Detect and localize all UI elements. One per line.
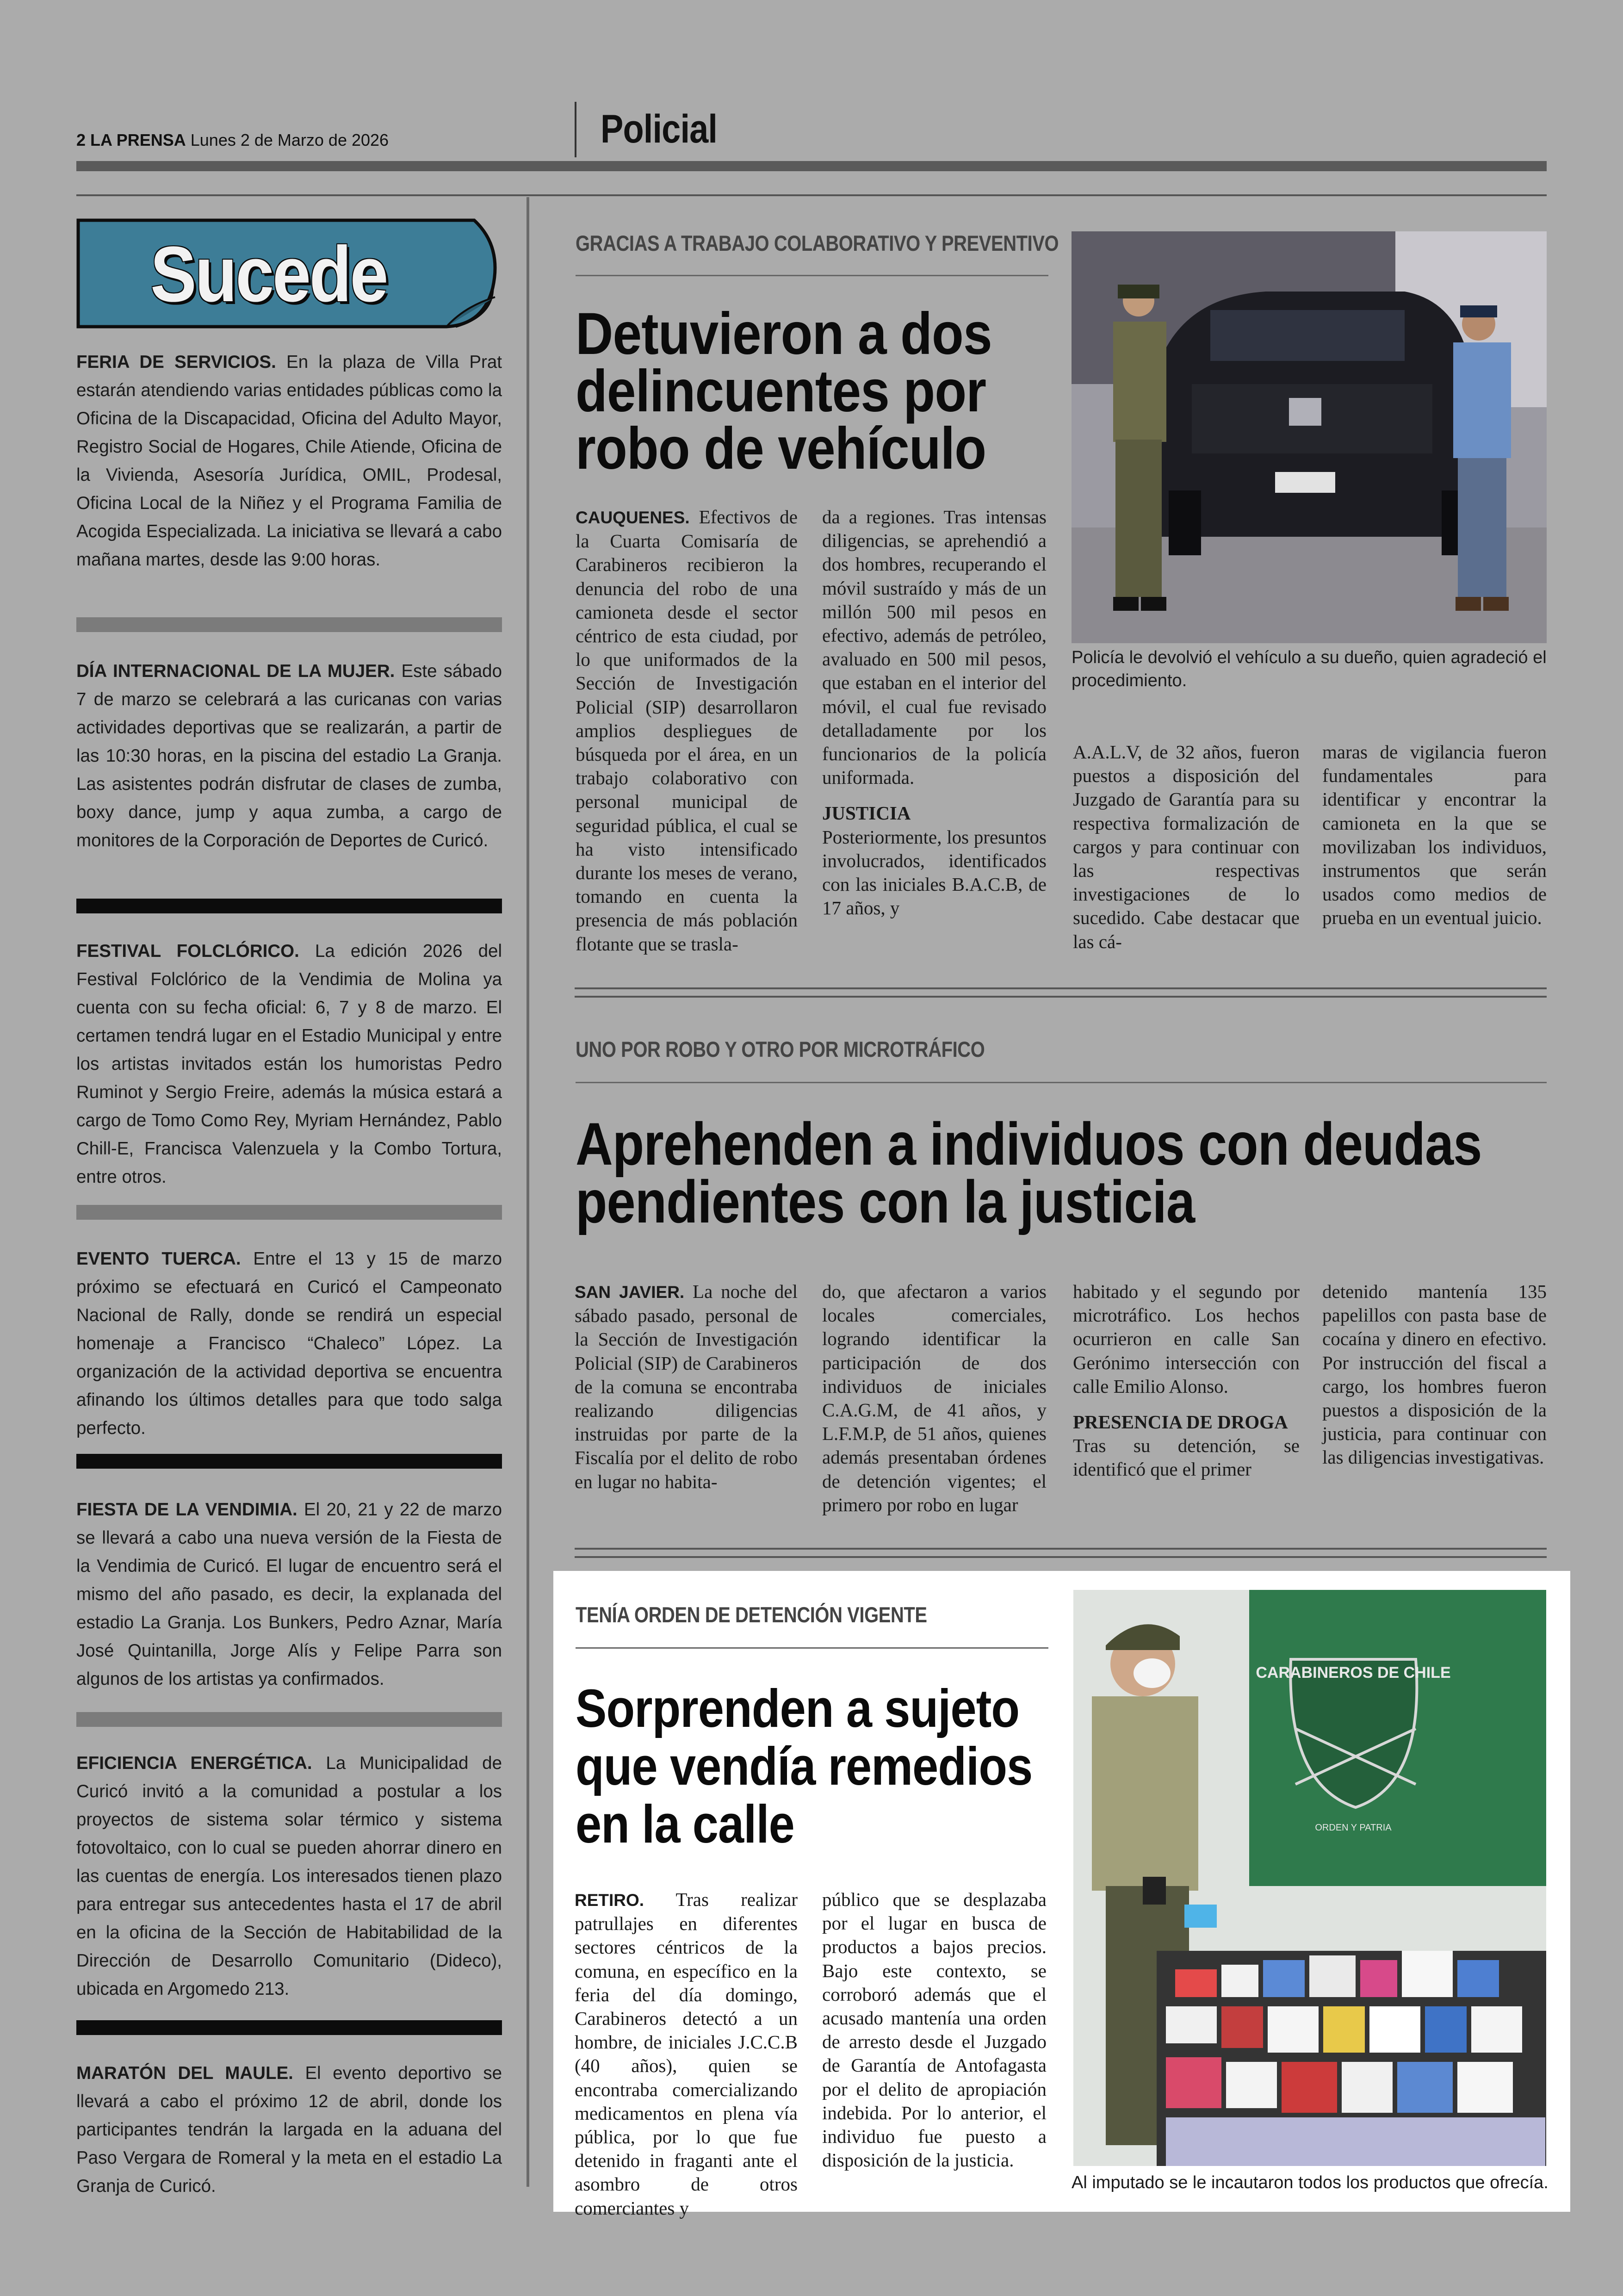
body-text: habitado y el segundo por microtráfico. Los hechos ocurrieron en calle San Gerónimo intersección con calle Emilio Alonso. (1073, 1281, 1300, 1397)
dateline: SAN JAVIER. (575, 1283, 685, 1302)
brief-item (76, 1496, 502, 1693)
paper-name: LA PRENSA (90, 130, 186, 149)
brief-separator (76, 2020, 502, 2035)
kicker-rule (576, 275, 1048, 276)
body-text: Efectivos de la Cuarta Comisaría de Carabineros recibieron la denuncia del robo de una camioneta desde el sector céntrico de esta ciudad, por lo que uniformados de la Sección de Investigación Policial (SIP) desarrollaron amplios despliegues de búsqueda por el área, en un trabajo colaborativo con personal municipal de seguridad pública, el cual se ha visto intensificado durante los meses de verano, tomando en cuenta la presencia de más población flotante que se trasla- (576, 506, 798, 955)
brief-item (76, 1245, 502, 1442)
article1-kicker: GRACIAS A TRABAJO COLABORATIVO Y PREVENTIVO (576, 231, 1059, 255)
brief-title: FERIA DE SERVICIOS. (76, 352, 276, 372)
brief-text: Entre el 13 y 15 de marzo próximo se efectuará en Curicó el Campeonato Nacional de Rally, donde se rendirá un especial homenaje a Francisco “Chaleco” López. La organización de la actividad deportiva se encuentra afinando los últimos detalles para que todo salga perfecto. (76, 1249, 502, 1438)
sign-motto: ORDEN Y PATRIA (1315, 1823, 1392, 1833)
body-text: Tras realizar patrullajes en diferentes sectores céntricos de la comuna, en específico en la feria del día domingo, Carabineros detectó a un hombre, de iniciales J.C.C.B (40 años), quien se encontraba comercializando medicamentos en plena vía pública, por lo que fue detenido in fraganti ante el asombro de otros comerciantes y (575, 1889, 798, 2219)
brief-item (76, 657, 502, 855)
brief-separator (76, 899, 502, 913)
brief-text: La edición 2026 del Festival Folclórico de la Vendimia de Molina ya cuenta con su fecha oficial: 6, 7 y 8 de marzo. El certamen tendrá lugar en el Estadio Municipal y entre los artistas invitados están los humoristas Pedro Ruminot y Sergio Freire, además la música estará a cargo de Tomo Como Rey, Myriam Hernández, Pablo Chill-E, Francisca Valenzuela y la Combo Tortura, entre otros. (76, 941, 502, 1187)
dateline: CAUQUENES. (576, 508, 690, 527)
article2-col2: do, que afectaron a varios locales comerciales, logrando identificar la participación de dos individuos de iniciales C.A.G.M, de 41 años, y L.F.M.P, de 51 años, quienes además presentaban órdenes de detención vigentes; el primero por robo en lugar (822, 1281, 1047, 1515)
article1-col3: A.A.L.V, de 32 años, fueron puestos a disposición del Juzgado de Garantía para su respectiva formalización de cargos y para continuar con las respectivas investigaciones de lo sucedido. Cabe destacar que las cá- (1073, 741, 1300, 952)
dateline: RETIRO. (575, 1891, 644, 1910)
subhead: JUSTICIA (822, 802, 911, 824)
brief-title: FIESTA DE LA VENDIMIA. (76, 1500, 297, 1520)
article3-col2: público que se desplazaba por el lugar en busca de productos a bajos precios. Bajo este contexto, se corroboró además que el acusado mantenía una orden de arresto desde el Juzgado de Garantía de Antofagasta por el delito de apropiación indebida. Por lo anterior, el individuo fue puesto a disposición de la justicia. (822, 1889, 1047, 2171)
brief-text: El 20, 21 y 22 de marzo se llevará a cabo una nueva versión de la Fiesta de la Vendimia de Curicó. El lugar de encuentro será el mismo del año pasado, es decir, la explanada del estadio La Granja. Los Bunkers, Pedro Aznar, María José Quintanilla, Jorge Alís y Felipe Parra son algunos de los artistas ya confirmados. (76, 1500, 502, 1689)
sidebar-title: Sucede (150, 230, 387, 318)
article1-col1 (576, 505, 798, 956)
brief-title: EFICIENCIA ENERGÉTICA. (76, 1753, 312, 1773)
article2-col4: detenido mantenía 135 papelillos con pasta base de cocaína y dinero en efectivo. Por instrucción del fiscal a cargo, los hombres fueron puestos a disposición de la justicia, para continuar con las diligencias investigativas. (1322, 1281, 1547, 1468)
body-text: Tras su detención, se identificó que el primer (1073, 1435, 1300, 1480)
article3-headline: Sorprenden a sujeto que vendía remedios en la calle (576, 1678, 1033, 1854)
article-separator (575, 987, 1547, 998)
subhead: PRESENCIA DE DROGA (1073, 1411, 1288, 1433)
article1-col4: maras de vigilancia fueron fundamentales para identificar y encontrar la camioneta en la que se movilizaban los individuos, instrumentos que serán usados como medios de prueba en un eventual juicio. (1322, 741, 1547, 929)
article2-col3 (1073, 1280, 1300, 1482)
brief-title: EVENTO TUERCA. (76, 1249, 241, 1269)
article1-col2 (822, 505, 1047, 920)
article3-col1 (575, 1888, 798, 2220)
page-number: 2 (76, 130, 86, 149)
brief-separator (76, 1205, 502, 1220)
sign-text: CARABINEROS DE CHILE (1256, 1664, 1451, 1682)
brief-separator (76, 1454, 502, 1469)
kicker-rule (576, 1082, 1547, 1083)
article-separator (575, 1548, 1547, 1558)
page-header-info (76, 130, 389, 150)
brief-separator (76, 1712, 502, 1727)
section-title: Policial (601, 107, 718, 151)
body-text: La noche del sábado pasado, personal de la Sección de Investigación Policial (SIP) de Carabineros de la comuna se encontraba realizando diligencias instruidas por parte de la Fiscalía por el delito de robo en lugar no habita- (575, 1281, 798, 1492)
brief-title: MARATÓN DEL MAULE. (76, 2063, 293, 2083)
issue-date: Lunes 2 de Marzo de 2026 (190, 130, 389, 149)
vehicle-photo (1072, 231, 1547, 643)
brief-item (76, 348, 502, 574)
article1-headline: Detuvieron a dos delincuentes por robo de vehículo (576, 301, 992, 482)
header-rule (76, 194, 1547, 196)
brief-title: FESTIVAL FOLCLÓRICO. (76, 941, 299, 961)
brief-text: El evento deportivo se llevará a cabo el próximo 12 de abril, donde los participantes tendrán la largada en la aduana del Paso Vergara de Romeral y la meta en el estadio La Granja de Curicó. (76, 2063, 502, 2196)
article2-kicker: UNO POR ROBO Y OTRO POR MICROTRÁFICO (576, 1037, 985, 1061)
article2-headline: Aprehenden a individuos con deudas pendientes con la justicia (576, 1110, 1482, 1235)
body-text: Posteriormente, los presuntos involucrados, identificados con las iniciales B.A.C.B, de 17 años, y (822, 826, 1047, 919)
brief-separator (76, 617, 502, 632)
header-bar (76, 161, 1547, 171)
article2-col1 (575, 1280, 798, 1494)
brief-text: Este sábado 7 de marzo se celebrará a las curicanas con varias actividades deportivas que se realizarán, a partir de las 10:30 horas, en la piscina del estadio La Granja. Las asistentes podrán disfrutar de clases de zumba, boxy dance, jump y aqua zumba, a cargo de monitores de la Corporación de Deportes de Curicó. (76, 661, 502, 850)
header-separator (575, 102, 576, 157)
photo-caption: Policía le devolvió el vehículo a su dueño, quien agradeció el procedimiento. (1072, 648, 1547, 690)
brief-item (76, 1749, 502, 2003)
article3-kicker: TENÍA ORDEN DE DETENCIÓN VIGENTE (576, 1602, 927, 1627)
brief-title: DÍA INTERNACIONAL DE LA MUJER. (76, 661, 395, 681)
column-divider (527, 197, 529, 2187)
body-text: da a regiones. Tras intensas diligencias, se aprehendió a dos hombres, recuperando el móvil sustraído y más de un millón 500 mil pesos en efectivo, además de petróleo, avaluado en 500 mil pesos, que estaban en el interior del móvil, el cual fue revisado detalladamente por los funcionarios de la policía uniformada. (822, 506, 1047, 788)
brief-item (76, 937, 502, 1191)
kicker-rule (576, 1647, 1048, 1649)
brief-text: En la plaza de Villa Prat estarán atendiendo varias entidades públicas como la Oficina de la Discapacidad, Oficina del Adulto Mayor, Registro Social de Hogares, Chile Atiende, Oficina de la Vivienda, Asesoría Jurídica, OMIL, Prodesal, Oficina Local de la Niñez y el Programa Familia de Acogida Especializada. La iniciativa se llevará a cabo mañana martes, desde las 9:00 horas. (76, 352, 502, 570)
brief-text: La Municipalidad de Curicó invitó a la comunidad a postular a los proyectos de sistema solar térmico y sistema fotovoltaico, con lo cual se pueden ahorrar dinero en las cuentas de energía. Los interesados tienen plazo para entregar sus antecedentes hasta el 17 de abril en la oficina de la Sección de Habitabilidad de la Dirección de Desarrollo Comunitario (Dideco), ubicada en Argomedo 213. (76, 1753, 502, 1999)
medicines-photo (1073, 1590, 1546, 2166)
brief-item (76, 2059, 502, 2200)
photo-caption: Al imputado se le incautaron todos los productos que ofrecía. (1072, 2173, 1549, 2192)
